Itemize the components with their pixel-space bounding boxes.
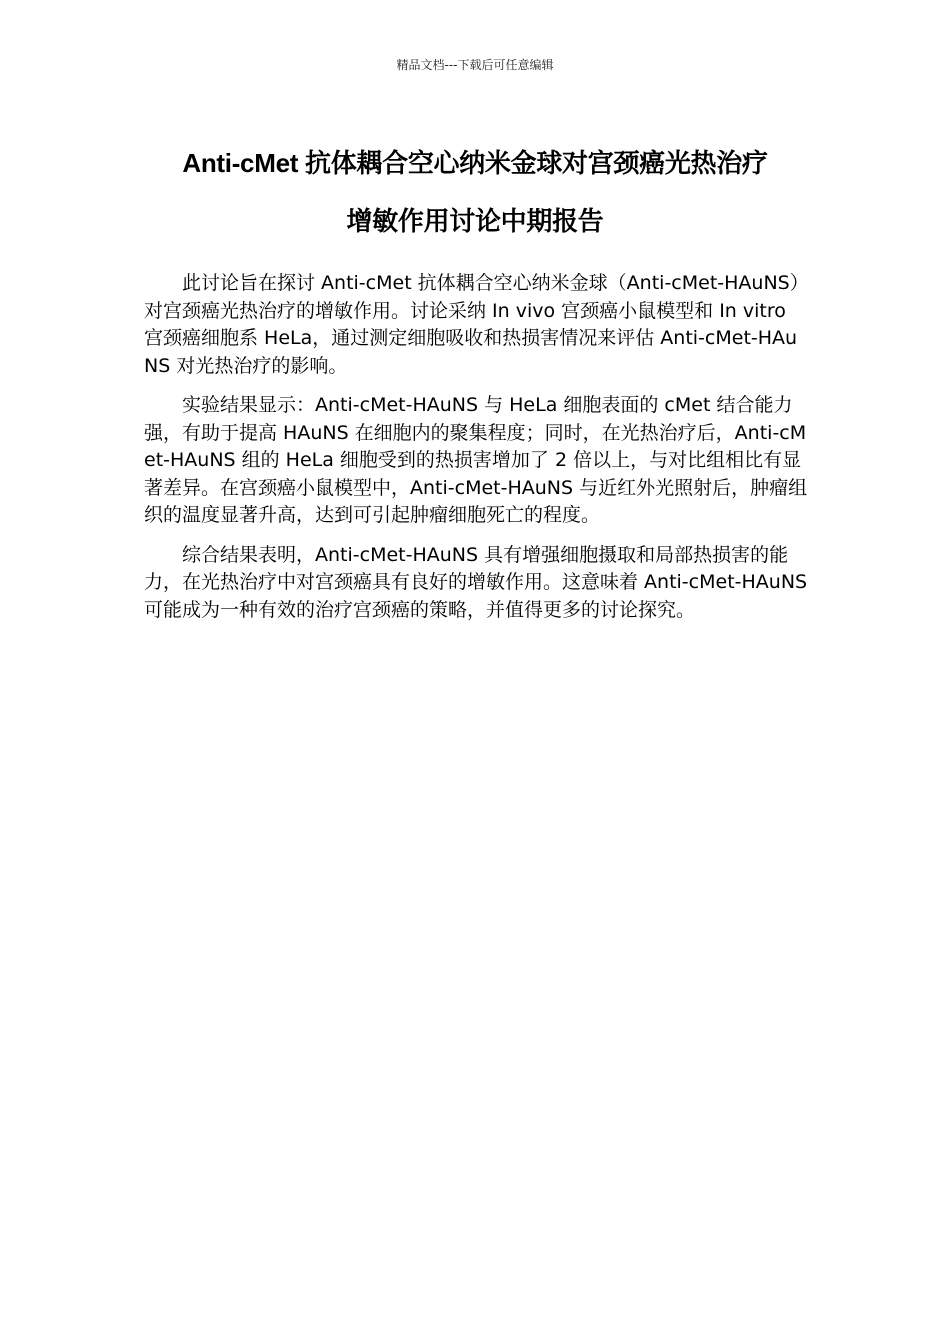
page-header: 精品文档---下载后可任意编辑 [396, 58, 554, 72]
document-title [120, 134, 830, 250]
title-line-2: 增敏作用讨论中期报告 [346, 206, 604, 236]
document-body [144, 270, 808, 636]
paragraph-intro: 此讨论旨在探讨 Anti-cMet 抗体耦合空心纳米金球（Anti-cMet-HAuNS）对宫颈癌光热治疗的增敏作用。讨论采纳 In vivo 宫颈癌小鼠模型和 In vitro 宫颈癌细胞系 HeLa，通过测定细胞吸收和热损害情况来评估 Anti-cMet-HAuNS 对光热治疗的影响。 [144, 272, 800, 377]
paragraph-results: 实验结果显示：Anti-cMet-HAuNS 与 HeLa 细胞表面的 cMet 结合能力强，有助于提高 HAuNS 在细胞内的聚集程度；同时，在光热治疗后，Anti-cMet-HAuNS 组的 HeLa 细胞受到的热损害增加了 2 倍以上，与对比组相比有显著差异。在宫颈癌小鼠模型中，Anti-cMet-HAuNS 与近红外光照射后，肿瘤组织的温度显著升高，达到可引起肿瘤细胞死亡的程度。 [144, 394, 808, 526]
title-line-1: Anti-cMet 抗体耦合空心纳米金球对宫颈癌光热治疗 [182, 148, 768, 178]
paragraph-conclusion: 综合结果表明，Anti-cMet-HAuNS 具有增强细胞摄取和局部热损害的能力，在光热治疗中对宫颈癌具有良好的增敏作用。这意味着 Anti-cMet-HAuNS 可能成为一种有效的治疗宫颈癌的策略，并值得更多的讨论探究。 [144, 543, 808, 621]
